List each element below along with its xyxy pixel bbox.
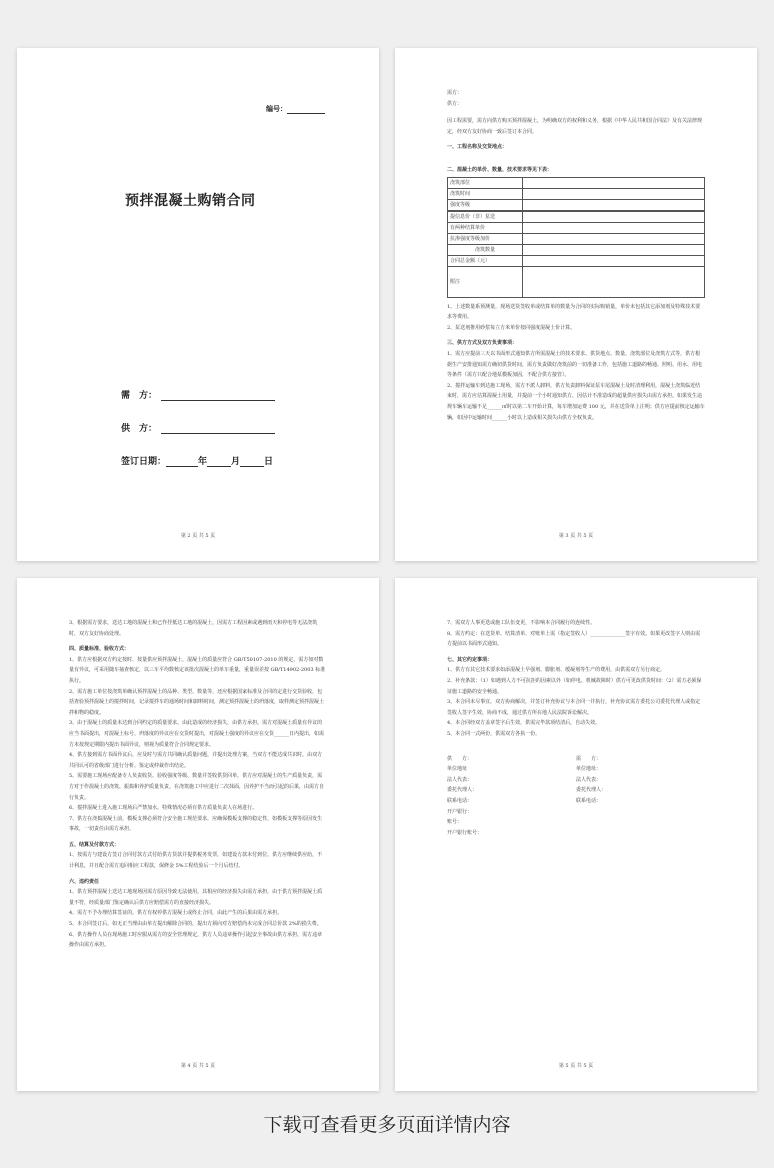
clause-item: 1、供方有其它技术要求如添混凝土早强剂、膨胀剂、缓凝剂等生产的费用，由供需双方另行商定。 <box>447 667 666 674</box>
table-row <box>448 233 705 244</box>
section-heading: 三、供方方式及双方负责事项： <box>447 340 518 347</box>
table-cell-value <box>523 222 705 233</box>
sign-date-field: 签订日期： 年 月 日 <box>121 457 274 467</box>
signature-field <box>576 828 705 839</box>
clause-item: 2、搅拌运输车到达施工现场，需方不派人卸料，供方负责卸料保证泵车尾混凝土及时清理利用，混凝土浇筑临近结束时，需方应估算混凝土用量，并提前一个小时通知供方，因估计不准造成的超量供应损失由需方承担。如果发生违规车辆车运输不足______㎡时以第二车开始计算，每车增加运费 100 元，并在送货单上注明；供方应提前核定运输车辆，如因中运输时间______小时以上造成相关损失由供方全权负责。 <box>447 382 705 421</box>
table-row <box>448 222 705 233</box>
clause-item: 3、本合同未尽事宜，双方协商解决，并签订补充协议与本合同一并执行，补充协议需方委托公司委托代理人或指定签收人签字生效，协商不成，通过供方所在地人民法院诉讼解决。 <box>447 699 701 716</box>
clause-item: 6、搅拌混凝土进入施工现场后严禁加水，特殊情况必须有供方质量负责人在场进行。 <box>69 805 258 812</box>
table-cell-label: 合同总金额（元） <box>448 255 523 266</box>
table-cell-label: 抗渗强度等级加价 <box>448 233 523 244</box>
signature-field: 联系电话： <box>576 797 602 804</box>
signature-field: 委托代理人： <box>447 787 478 794</box>
page-3 <box>17 578 379 1091</box>
table-cell-value <box>523 199 705 210</box>
clause-item: 1、需方应提前三天以书面形式通知供方所需混凝土的技术要求、供货地点、数量、浇筑部位及浇筑方式等，供方根据生产安排通知需方确切供货时间，需方负责做好浇筑前的一切准备工作，包括施工道路的畅通、照明、用水、用电等条件（需方只配合地泵模板加固，不配合供方接管）。 <box>447 350 703 379</box>
table-cell-value <box>523 244 705 255</box>
section-heading: 七、其它约定事项： <box>447 656 493 663</box>
table-cell-label: 浇筑时间 <box>448 188 523 199</box>
page-2 <box>395 48 757 561</box>
table-row <box>448 177 705 188</box>
section-heading: 一、工程名称及交货地点： <box>447 144 508 151</box>
signature-field: 供 方： <box>447 755 473 762</box>
table-cell-label: 强度等级 <box>448 199 523 210</box>
table-row <box>448 211 705 222</box>
table-cell-value <box>523 266 705 297</box>
table-row <box>448 244 705 255</box>
clause-item: 5、本合同签订后，如无正当理由由单方提出解除合同的，提出方须向对方赔偿尚未完成合同总价款 2%的损失费。 <box>69 921 322 928</box>
signature-field: 联系电话： <box>447 797 473 804</box>
clause-item: 7、供方在浇捣混凝土前，模板支撑必须符合安全施工规范要求，应确保模板支撑的稳定性，如模板支撑等原因发生事故，一切责任由需方承担。 <box>69 815 323 833</box>
signature-field: 开户银行： <box>447 808 473 815</box>
clause-item: 2、需方施工单位按浇筑单确认预拌混凝土的品种、类型、数量等，还应根据国家标准及合同的定进行交货验收，包括查验预拌混凝土的搅拌时间，记录搅拌车的通场时间和卸料时间，测定预拌混凝土的坍落度，取样测定预拌混凝土拌和物的稳度。 <box>69 688 325 716</box>
section-heading: 二、混凝土的单价、数量、技术要求等见下表： <box>447 166 553 173</box>
clause-item: 3、由于混凝土的质量未达到合同约定的质量要求，由此造成的经济损失，由供方承担。需方对混凝土质量有异议的应当书面提出，对混凝土标号、坍落度的异议应在交货时提出，对混凝土强度的异议应在交货______日内提出，如需方未按规定期限内提出书面异议，则视为质量符合合同规定要求。 <box>69 720 325 748</box>
supplier-field: 供 方： <box>121 421 275 434</box>
table-row <box>448 255 705 266</box>
page-footer: 第 3 页 共 5 页 <box>558 533 594 539</box>
buyer-field: 需 方： <box>121 388 275 401</box>
table-cell-value <box>523 188 705 199</box>
table-row <box>448 188 705 199</box>
page-footer: 第 5 页 共 5 页 <box>558 1063 594 1069</box>
page-4 <box>395 578 757 1091</box>
clause-item: 5、需要施工现场应配备专人负责收货、验收强度等级、数量并签收供货回单，供方应对混凝土的生产质量负责，需方对于作混凝土的浇筑、振捣和养护质量负责。在浇筑施工中应进行二次抹面，因养护不当而引起的后果，由需方自行负责。 <box>69 773 325 801</box>
signature-field: 需 方： <box>576 755 602 762</box>
table-cell-label: 有两种结算单价 <box>448 222 523 233</box>
table-cell-value <box>523 177 705 188</box>
table-cell-label: 浇筑部位 <box>448 177 523 188</box>
section-heading: 五、结算及付款方式： <box>69 841 120 848</box>
note-item: 2、泵送剂推用砂浆每立方米单价按同强度混凝土价计算。 <box>447 324 576 331</box>
page-footer: 第 4 页 共 5 页 <box>180 1063 216 1069</box>
table-cell-value <box>523 233 705 244</box>
clause-item: 4、供方接到需方书面异议后，应及时与需方共同确认质量问题，并提出处理方案，当双方不能达成共识时，由双方共同认可的省级部门进行分析、鉴定或仲裁作出结论。 <box>69 752 323 769</box>
clause-item: 1、按需方与建设方签订合同付款方式付给供方货款并提供税务发票，如建设方款未付到位，供方应继续供应给，不计利息，并且配合需方追回相应工程款，保修金 5%工程结验后一个月后结付。 <box>69 852 323 870</box>
table-cell-value <box>523 255 705 266</box>
table-cell-value <box>523 211 705 222</box>
clause-item: 7、需双方人事更迭或施工队伍变更，不影响本合同履行的连续性。 <box>447 620 596 626</box>
section-heading: 四、质量标准、验收方式： <box>69 646 130 653</box>
section-heading: 六、违约责任 <box>69 878 100 885</box>
signature-field: 委托代理人： <box>576 787 607 794</box>
clause-item: 5、本合同一式两份，供需双方各执一份。 <box>447 730 541 737</box>
signature-field: 开户银行账号： <box>447 829 483 836</box>
table-row <box>448 266 705 297</box>
contract-title: 预拌混凝土购销合同 <box>125 193 256 209</box>
clause-item: 4、需方不予办理结算签证的，供方有权停供方混凝土或终止合同，由此产生的后果由需方承担。 <box>69 910 283 917</box>
contract-number: 编号： <box>266 104 325 114</box>
table-cell-label: 提信息价（非）泵送 <box>448 211 523 222</box>
page-footer: 第 2 页 共 5 页 <box>180 533 216 539</box>
table-cell-label: 浇筑数量 <box>448 244 523 255</box>
download-caption: 下载可查看更多页面详情内容 <box>263 1114 511 1136</box>
clause-item: 1、供方预拌混凝土送达工地现场因需方原因导致无法使用，其相应的经济损失由需方承担，由于供方预拌混凝土质量不符，经质量部门鉴定确认后供方应赔偿需方的直接经济损失。 <box>69 889 323 906</box>
supplier-line: 供方： <box>447 100 463 107</box>
clause-item: 3、根据需方要求，送达工地的混凝土和已作抒抵达工地的混凝土，因需方工程因素或遇到雨天和停电等无法浇筑时，双方友好协商处理。 <box>69 620 318 637</box>
table-row <box>448 199 705 210</box>
clause-item: 2、补充条款：（1）如遇到人力不可抗拒的因素以外（如停电、机械故障时）供方可更改供货时间：（2）需方必须保证施工道路的安全畅通。 <box>447 677 702 695</box>
signature-field: 法人代表： <box>576 776 602 783</box>
buyer-line: 需方： <box>447 90 463 96</box>
note-item: 1、上述数量系预测量，现场送货签收单或结算单的数量为合同的实际购销量，单价未包括其它添加剂及特殊技术要求等费用。 <box>447 303 701 321</box>
table-cell-label: 附注 <box>448 266 523 297</box>
clause-item: 4、本合同经双方盖章签字后生效，供需完毕款项结清后，自动失效。 <box>447 720 601 727</box>
number-blank <box>287 106 325 114</box>
clause-item: 8、需方约定：在送货单、结算清单、对账单上需（指定签收人）______________签字有效。如果更改签字人则由需方提前以书面形式通知。 <box>447 630 701 648</box>
clause-item: 6、供方操作人员在现场施工时应服从需方的安全管理规定，供方人员违章操作引起安全事故由供方承担，需方违章操作由需方承担。 <box>69 931 323 949</box>
signature-block <box>447 754 705 839</box>
intro-paragraph: 因工程需要，需方向供方购买预拌混凝土，为明确双方的权利和义务，根据《中华人民共和国合同法》及有关法律规定，经双方友好协商一致后签订本合同。 <box>447 118 703 135</box>
signature-field <box>576 817 705 828</box>
signature-field: 单位地址： <box>576 766 602 773</box>
page-cover <box>17 48 379 561</box>
signature-field: 单位地址 <box>447 766 468 773</box>
signature-field: 法人代表： <box>447 776 473 783</box>
signature-field: 账号： <box>447 819 463 826</box>
signature-field <box>576 807 705 818</box>
clause-item: 1、供方应根据双方约定按时、按量供应预拌混凝土，混凝土的质量应符合 GB/T50107-2010 的规定，需方如对数量有异议，可采用随车抽查核定，以三车平均数核定该批次混凝土的单车重量，重量误差按 GB/T14902-2003 标准执行。 <box>69 656 326 684</box>
spec-table <box>447 177 705 298</box>
